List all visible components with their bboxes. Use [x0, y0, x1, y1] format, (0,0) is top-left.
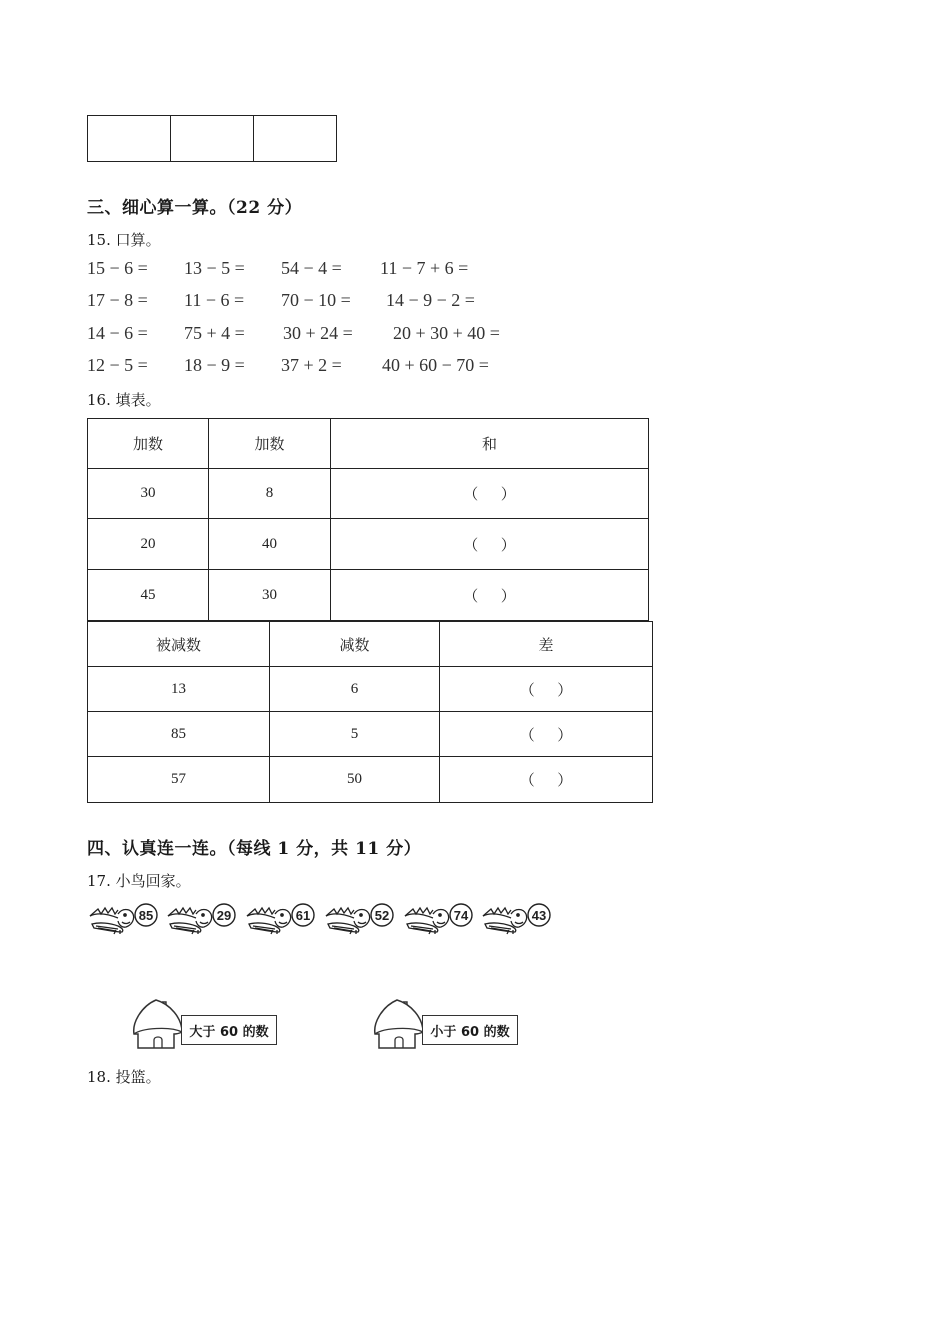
table-cell: 5: [270, 712, 440, 757]
equation: 15 − 6 =: [87, 258, 148, 278]
answer-cell[interactable]: （ ）: [331, 519, 649, 570]
equation: 37 + 2 =: [281, 355, 342, 375]
equation: 17 − 8 =: [87, 290, 148, 310]
house-icon[interactable]: [130, 996, 186, 1052]
equation: 12 − 5 =: [87, 355, 148, 375]
birds-row: [88, 900, 558, 940]
header-cell: 和: [331, 419, 649, 469]
table-cell: 50: [270, 757, 440, 803]
header-cell: 被减数: [88, 622, 270, 667]
table-cell: 30: [88, 469, 209, 519]
bird-61[interactable]: [247, 904, 314, 934]
bird-number: 61: [295, 908, 311, 923]
equation: 11 − 6 =: [184, 290, 245, 310]
answer-cell[interactable]: （ ）: [331, 570, 649, 621]
addition-table: [87, 418, 649, 621]
equation: 18 − 9 =: [184, 355, 245, 375]
question-16-label: 16. 填表。: [87, 391, 161, 409]
bird-number: 43: [531, 908, 547, 923]
table-cell: 6: [270, 667, 440, 712]
bird-52[interactable]: [326, 904, 393, 934]
answer-box[interactable]: [171, 116, 254, 162]
table-cell: 20: [88, 519, 209, 570]
subtraction-table: [87, 621, 653, 803]
equation: 11 − 7 + 6 =: [380, 258, 469, 278]
header-cell: 加数: [209, 419, 331, 469]
question-17-label: 17. 小鸟回家。: [87, 872, 191, 890]
bird-number: 52: [374, 908, 390, 923]
header-cell: 加数: [88, 419, 209, 469]
header-cell: 差: [440, 622, 653, 667]
bird-85[interactable]: [90, 904, 157, 934]
table-row: [88, 519, 649, 570]
bird-number: 29: [216, 908, 232, 923]
table-row: [88, 570, 649, 621]
answer-cell[interactable]: （ ）: [440, 757, 653, 803]
table-cell: 40: [209, 519, 331, 570]
house-label-less-than-60[interactable]: 小于 60 的数: [422, 1015, 518, 1045]
section3-heading: 三、细心算一算。（22 分）: [87, 198, 303, 218]
bird-43[interactable]: [483, 904, 550, 934]
answer-cell[interactable]: （ ）: [331, 469, 649, 519]
answer-cell[interactable]: （ ）: [440, 712, 653, 757]
equation: 40 + 60 − 70 =: [382, 355, 489, 375]
answer-box[interactable]: [254, 116, 337, 162]
section4-heading: 四、认真连一连。（每线 1 分，共 11 分）: [87, 839, 422, 859]
table-row: [88, 757, 653, 803]
equation: 54 − 4 =: [281, 258, 342, 278]
house-label-greater-than-60[interactable]: 大于 60 的数: [181, 1015, 277, 1045]
header-cell: 减数: [270, 622, 440, 667]
bird-number: 74: [453, 908, 469, 923]
question-15-label: 15. 口算。: [87, 231, 161, 249]
answer-boxes: [87, 115, 337, 162]
table-cell: 57: [88, 757, 270, 803]
equation: 20 + 30 + 40 =: [393, 323, 500, 343]
answer-cell[interactable]: （ ）: [440, 667, 653, 712]
table-header-row: [88, 419, 649, 469]
table-row: [88, 469, 649, 519]
table-header-row: [88, 622, 653, 667]
bird-74[interactable]: [405, 904, 472, 934]
bird-29[interactable]: [168, 904, 235, 934]
equation: 14 − 9 − 2 =: [386, 290, 475, 310]
equation: 14 − 6 =: [87, 323, 148, 343]
bird-number: 85: [138, 908, 154, 923]
equation: 30 + 24 =: [283, 323, 353, 343]
table-cell: 30: [209, 570, 331, 621]
house-icon[interactable]: [371, 996, 427, 1052]
table-cell: 85: [88, 712, 270, 757]
table-row: [88, 667, 653, 712]
question-18-label: 18. 投篮。: [87, 1068, 161, 1086]
equation: 13 − 5 =: [184, 258, 245, 278]
table-cell: 13: [88, 667, 270, 712]
answer-box[interactable]: [88, 116, 171, 162]
table-cell: 45: [88, 570, 209, 621]
equation: 70 − 10 =: [281, 290, 351, 310]
table-row: [88, 712, 653, 757]
equation: 75 + 4 =: [184, 323, 245, 343]
table-cell: 8: [209, 469, 331, 519]
